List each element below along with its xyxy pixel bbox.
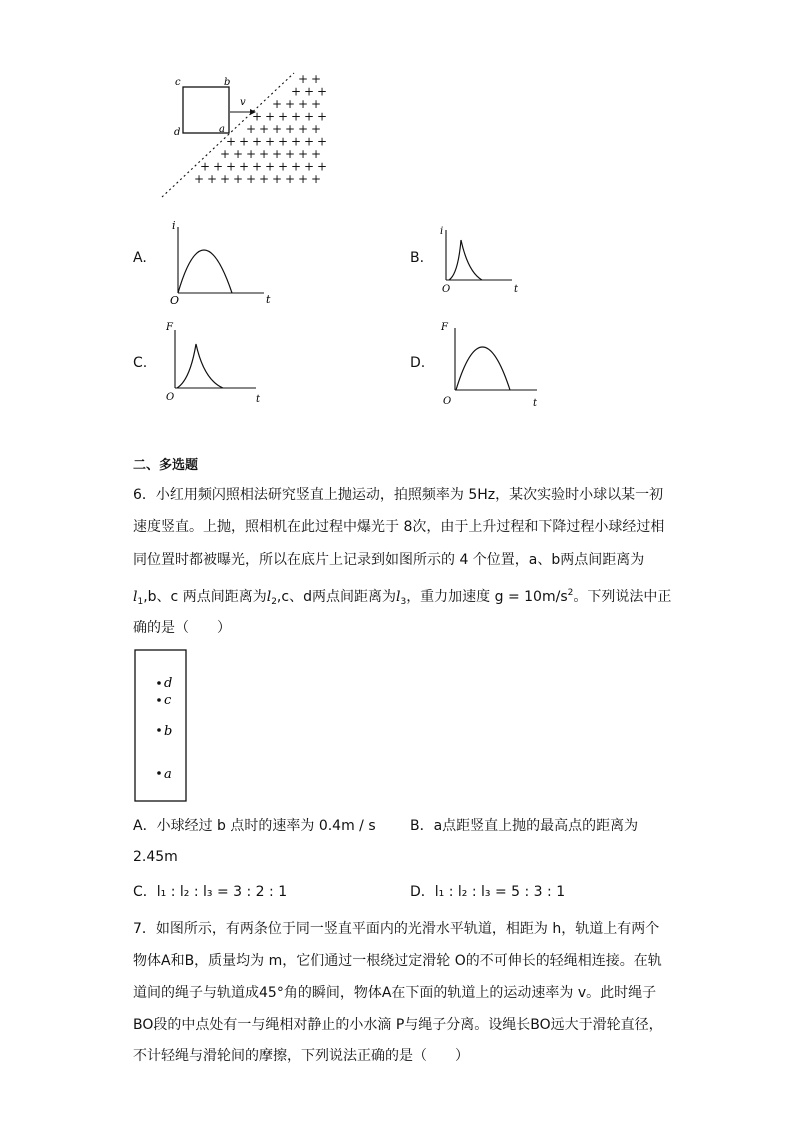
plus-mark: + bbox=[252, 109, 263, 124]
plus-mark: + bbox=[291, 134, 302, 149]
plus-mark: + bbox=[213, 159, 224, 174]
q6-option-b[interactable]: B．a点距竖直上抛的最高点的距离为 bbox=[410, 818, 639, 834]
plus-mark: + bbox=[311, 97, 322, 111]
plus-mark: + bbox=[226, 134, 237, 149]
plus-mark: + bbox=[311, 172, 322, 186]
plus-mark: + bbox=[285, 97, 296, 111]
option-b-graph bbox=[436, 222, 526, 296]
plus-mark: + bbox=[304, 84, 315, 99]
plus-mark: + bbox=[259, 122, 270, 136]
plus-mark: + bbox=[291, 84, 302, 99]
plus-mark: + bbox=[298, 172, 309, 186]
plus-mark: + bbox=[207, 172, 218, 186]
plus-mark: + bbox=[317, 134, 328, 149]
curve-peak bbox=[449, 240, 482, 280]
q6-line-5: 确的是（ ） bbox=[133, 620, 231, 636]
axis-x-label: t bbox=[256, 394, 261, 405]
plus-mark: + bbox=[311, 72, 322, 86]
plus-mark: + bbox=[226, 159, 237, 174]
option-c-letter[interactable]: C. bbox=[133, 355, 148, 371]
plus-mark: + bbox=[272, 97, 283, 111]
q6-option-d[interactable]: D．l₁ : l₂ : l₃ = 5 : 3 : 1 bbox=[410, 884, 566, 900]
plus-mark: + bbox=[239, 159, 250, 174]
origin-label: O bbox=[170, 294, 180, 307]
plus-mark: + bbox=[285, 122, 296, 136]
label-d: d bbox=[174, 127, 181, 138]
axis-x-label: t bbox=[533, 398, 538, 409]
plus-mark: + bbox=[311, 147, 322, 161]
curve-half-sine bbox=[456, 347, 510, 390]
q6-line-4: $l_1,b$、c 两点间距离为$l_2,c$、d两点间距离为$l_3$，重力加速度 $g = 10m/s^2$。下列说法中正 bbox=[133, 588, 672, 607]
axis-x-label: t bbox=[514, 284, 519, 295]
option-a-graph bbox=[168, 215, 283, 307]
q7-line-3: 道间的绳子与轨道成45°角的瞬间，物体A在下面的轨道上的运动速率为 v。此时绳子 bbox=[133, 985, 657, 1001]
plus-mark: + bbox=[194, 172, 205, 186]
plus-mark: + bbox=[317, 159, 328, 174]
plus-mark: + bbox=[239, 134, 250, 149]
curve-peak bbox=[177, 344, 223, 388]
origin-label: O bbox=[443, 396, 452, 407]
plus-mark: + bbox=[259, 147, 270, 161]
plus-mark: + bbox=[304, 159, 315, 174]
point-d: d bbox=[164, 676, 173, 691]
q6-option-c[interactable]: C．l₁ : l₂ : l₃ = 3 : 2 : 1 bbox=[133, 884, 288, 900]
option-c-graph bbox=[166, 318, 271, 406]
plus-mark: + bbox=[265, 134, 276, 149]
q6-line-1: 6．小红用频闪照相法研究竖直上抛运动，拍照频率为 5Hz，某次实验时小球以某一初 bbox=[133, 487, 664, 503]
plus-mark: + bbox=[252, 134, 263, 149]
point-a: a bbox=[164, 767, 172, 782]
q6-option-b-cont: 2.45m bbox=[133, 849, 178, 865]
axis-y-label: i bbox=[172, 219, 176, 232]
film-strip-figure bbox=[134, 649, 188, 803]
plus-mark: + bbox=[298, 97, 309, 111]
origin-label: O bbox=[442, 284, 451, 295]
plus-mark: + bbox=[317, 109, 328, 124]
axis-y-label: i bbox=[440, 226, 444, 237]
loop-field-figure bbox=[150, 65, 360, 205]
plus-mark: + bbox=[220, 147, 231, 161]
plus-mark: + bbox=[298, 72, 309, 86]
plus-mark: + bbox=[298, 122, 309, 136]
q7-line-2: 物体A和B，质量均为 m，它们通过一根绕过定滑轮 O的不可伸长的轻绳相连接。在轨 bbox=[133, 953, 662, 969]
plus-mark: + bbox=[278, 134, 289, 149]
plus-mark: + bbox=[272, 172, 283, 186]
plus-mark: + bbox=[246, 172, 257, 186]
option-d-letter[interactable]: D. bbox=[410, 355, 426, 371]
axis-y-label: F bbox=[166, 322, 173, 333]
plus-mark: + bbox=[285, 172, 296, 186]
q7-line-4: BO段的中点处有一与绳相对静止的小水滴 P与绳子分离。设绳长BO远大于滑轮直径， bbox=[133, 1017, 663, 1033]
plus-mark: + bbox=[311, 122, 322, 136]
plus-mark: + bbox=[233, 147, 244, 161]
label-b: b bbox=[224, 77, 231, 88]
axis-x-label: t bbox=[266, 293, 271, 306]
q7-line-5: 不计轻绳与滑轮间的摩擦，下列说法正确的是（ ） bbox=[133, 1048, 469, 1064]
curve-half-sine bbox=[178, 250, 232, 293]
plus-mark: + bbox=[220, 172, 231, 186]
q6-option-a[interactable]: A．小球经过 b 点时的速率为 0.4m / s bbox=[133, 818, 376, 834]
axis-y-label: F bbox=[441, 322, 448, 333]
plus-mark: + bbox=[304, 134, 315, 149]
point-b: b bbox=[164, 724, 173, 739]
option-b-letter[interactable]: B. bbox=[410, 250, 425, 266]
label-a: a bbox=[219, 124, 225, 135]
plus-mark: + bbox=[200, 159, 211, 174]
q6-line-3: 同位置时都被曝光，所以在底片上记录到如图所示的 4 个位置，a、b两点间距离为 bbox=[133, 552, 645, 568]
plus-mark: + bbox=[246, 147, 257, 161]
plus-mark: + bbox=[285, 147, 296, 161]
plus-mark: + bbox=[272, 122, 283, 136]
q6-line-2: 速度竖直。上抛，照相机在此过程中爆光于 8次，由于上升过程和下降过程小球经过相 bbox=[133, 519, 665, 535]
origin-label: O bbox=[166, 392, 175, 403]
plus-mark: + bbox=[233, 172, 244, 186]
point-c: c bbox=[164, 693, 172, 708]
label-c: c bbox=[175, 77, 181, 88]
plus-mark: + bbox=[265, 159, 276, 174]
plus-mark: + bbox=[278, 109, 289, 124]
plus-mark: + bbox=[317, 84, 328, 99]
plus-mark: + bbox=[298, 147, 309, 161]
plus-mark: + bbox=[252, 159, 263, 174]
plus-mark: + bbox=[304, 109, 315, 124]
option-d-graph bbox=[437, 316, 552, 410]
plus-mark: + bbox=[259, 172, 270, 186]
magnetic-field-plus-marks bbox=[194, 72, 327, 186]
plus-mark: + bbox=[265, 109, 276, 124]
label-v: v bbox=[240, 97, 246, 108]
plus-mark: + bbox=[272, 147, 283, 161]
plus-mark: + bbox=[278, 159, 289, 174]
q7-line-1: 7．如图所示，有两条位于同一竖直平面内的光滑水平轨道，相距为 h，轨道上有两个 bbox=[133, 921, 660, 937]
plus-mark: + bbox=[291, 159, 302, 174]
section-heading: 二、多选题 bbox=[133, 458, 199, 473]
plus-mark: + bbox=[291, 109, 302, 124]
option-a-letter[interactable]: A. bbox=[133, 250, 147, 266]
plus-mark: + bbox=[246, 122, 257, 136]
